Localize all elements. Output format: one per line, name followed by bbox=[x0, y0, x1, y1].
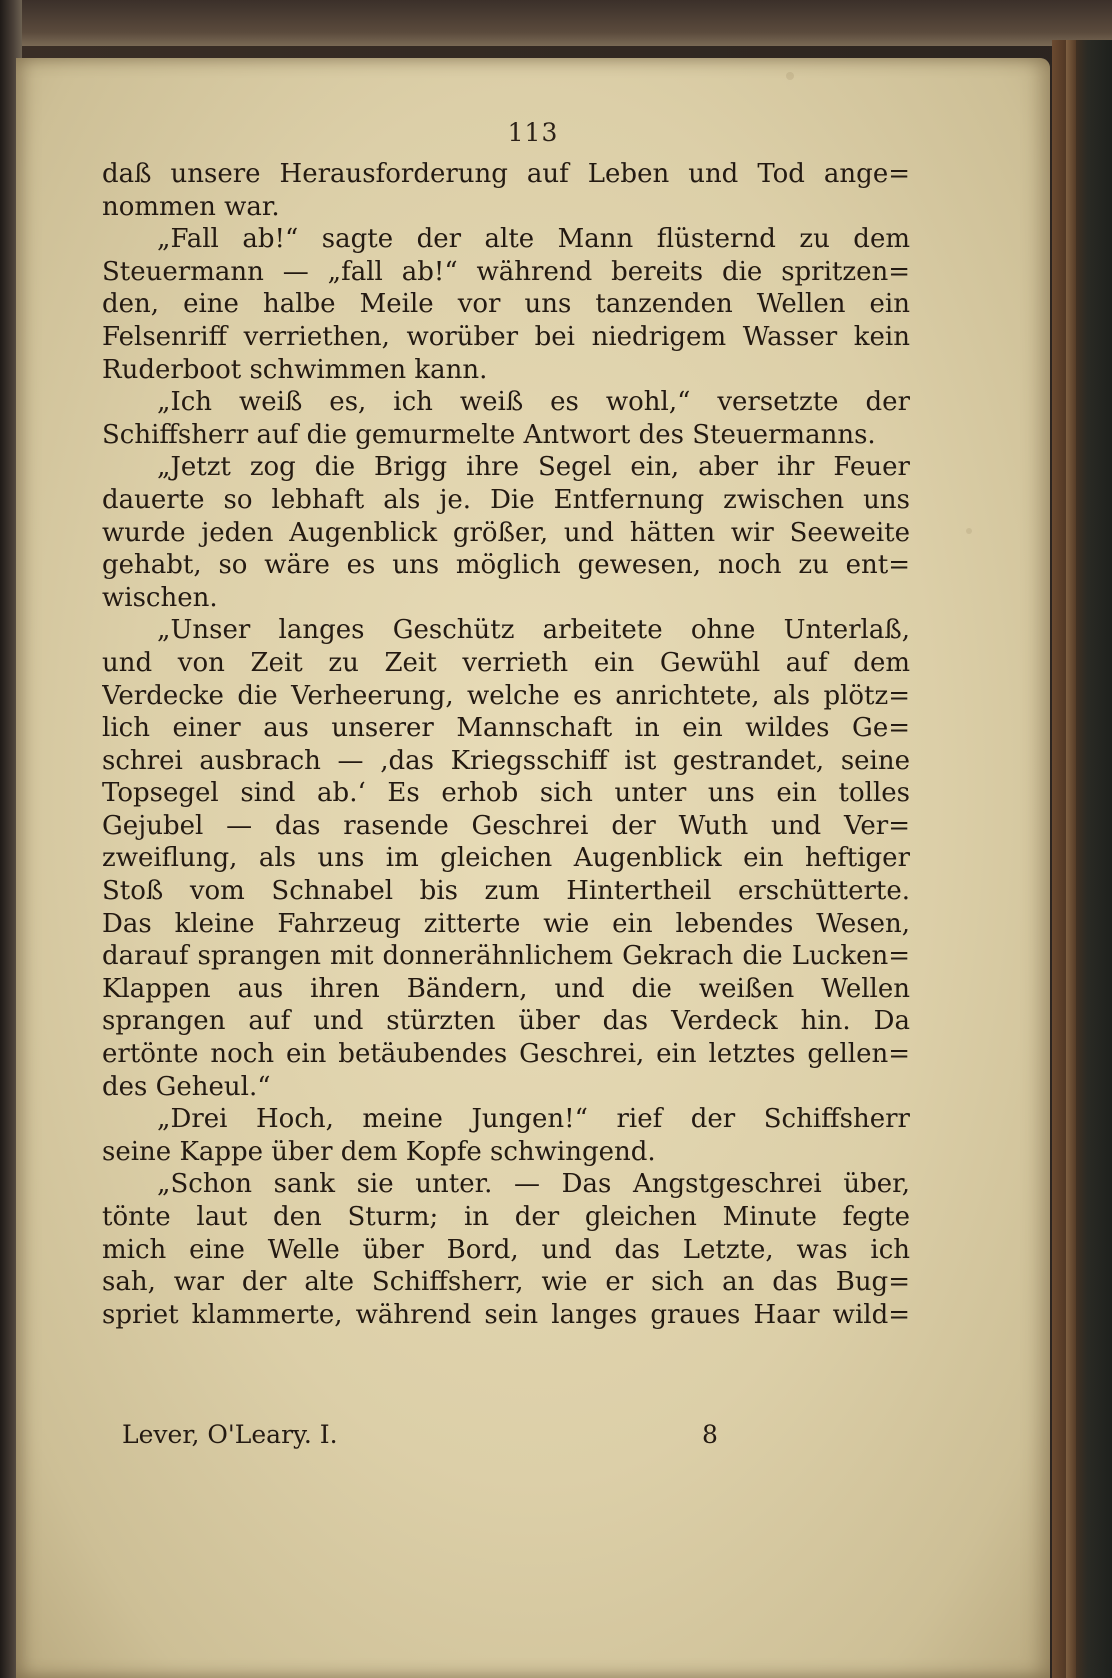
paper-spot bbox=[786, 72, 794, 80]
text-line: spriet klammerte, während sein langes graues Haar wild= bbox=[102, 1299, 910, 1330]
text-line: wischen. bbox=[102, 582, 218, 613]
top-binding-strip bbox=[0, 0, 1112, 46]
text-line: dauerte so lebhaft als je. Die Entfernung zwischen uns bbox=[102, 484, 910, 515]
signature-mark: 8 bbox=[702, 1420, 718, 1449]
text-line: lich einer aus unserer Mannschaft in ein wildes Ge= bbox=[102, 713, 910, 744]
text-line: „Jetzt zog die Brigg ihre Segel ein, aber ihr Feuer bbox=[157, 452, 910, 483]
text-line: darauf sprangen mit donnerähnlichem Gekrach die Lucken= bbox=[102, 941, 910, 972]
text-line: „Unser langes Geschütz arbeitete ohne Unterlaß, bbox=[157, 615, 910, 646]
text-line: „Schon sank sie unter. — Das Angstgeschrei über, bbox=[157, 1169, 910, 1200]
book-page bbox=[16, 58, 1050, 1678]
text-line: „Ich weiß es, ich weiß es wohl,“ versetzte der bbox=[157, 387, 910, 418]
text-line: „Fall ab!“ sagte der alte Mann flüsternd zu dem bbox=[157, 224, 910, 255]
text-line: Schiffsherr auf die gemurmelte Antwort des Steuermanns. bbox=[102, 419, 876, 450]
text-line: schrei ausbrach — ‚das Kriegsschiff ist gestrandet, seine bbox=[102, 745, 910, 776]
text-line: zweiflung, als uns im gleichen Augenblick ein heftiger bbox=[102, 843, 910, 874]
page-number: 113 bbox=[507, 118, 559, 147]
text-line: Felsenriff verriethen, worüber bei niedrigem Wasser kein bbox=[102, 321, 910, 352]
text-line: Stoß vom Schnabel bis zum Hintertheil erschütterte. bbox=[102, 876, 910, 907]
text-line: mich eine Welle über Bord, und das Letzte, was ich bbox=[102, 1234, 910, 1265]
body-text bbox=[102, 158, 910, 1331]
footer-title: Lever, O'Leary. I. bbox=[122, 1420, 338, 1449]
text-line: tönte laut den Sturm; in der gleichen Minute fegte bbox=[102, 1202, 910, 1232]
text-line: nommen war. bbox=[102, 191, 280, 222]
text-line: ertönte noch ein betäubendes Geschrei, ein letztes gellen= bbox=[102, 1039, 910, 1070]
text-line: Das kleine Fahrzeug zitterte wie ein lebendes Wesen, bbox=[102, 908, 910, 939]
text-line: sprangen auf und stürzten über das Verdeck hin. Da bbox=[102, 1006, 910, 1037]
text-line: „Drei Hoch, meine Jungen!“ rief der Schiffsherr bbox=[157, 1104, 910, 1135]
text-line: seine Kappe über dem Kopfe schwingend. bbox=[102, 1136, 656, 1167]
text-line: gehabt, so wäre es uns möglich gewesen, noch zu ent= bbox=[102, 550, 910, 581]
text-line: daß unsere Herausforderung auf Leben und Tod ange= bbox=[102, 159, 910, 189]
text-line: Verdecke die Verheerung, welche es anrichtete, als plötz= bbox=[102, 680, 910, 711]
text-line: Steuermann — „fall ab!“ während bereits die spritzen= bbox=[102, 256, 910, 287]
text-line: Klappen aus ihren Bändern, und die weißen Wellen bbox=[102, 973, 910, 1004]
text-line: des Geheul.“ bbox=[102, 1071, 271, 1102]
page-footer bbox=[122, 1420, 822, 1449]
text-line: Topsegel sind ab.‘ Es erhob sich unter uns ein tolles bbox=[102, 778, 910, 809]
text-line: den, eine halbe Meile vor uns tanzenden Wellen ein bbox=[102, 289, 910, 320]
paper-spot bbox=[966, 528, 972, 534]
text-line: wurde jeden Augenblick größer, und hätten wir Seeweite bbox=[102, 517, 910, 548]
book-cover-edge bbox=[1052, 40, 1112, 1678]
text-line: Ruderboot schwimmen kann. bbox=[102, 354, 488, 385]
text-line: Gejubel — das rasende Geschrei der Wuth und Ver= bbox=[102, 810, 910, 841]
text-line: sah, war der alte Schiffsherr, wie er sich an das Bug= bbox=[102, 1267, 910, 1298]
text-line: und von Zeit zu Zeit verrieth ein Gewühl auf dem bbox=[102, 647, 910, 678]
